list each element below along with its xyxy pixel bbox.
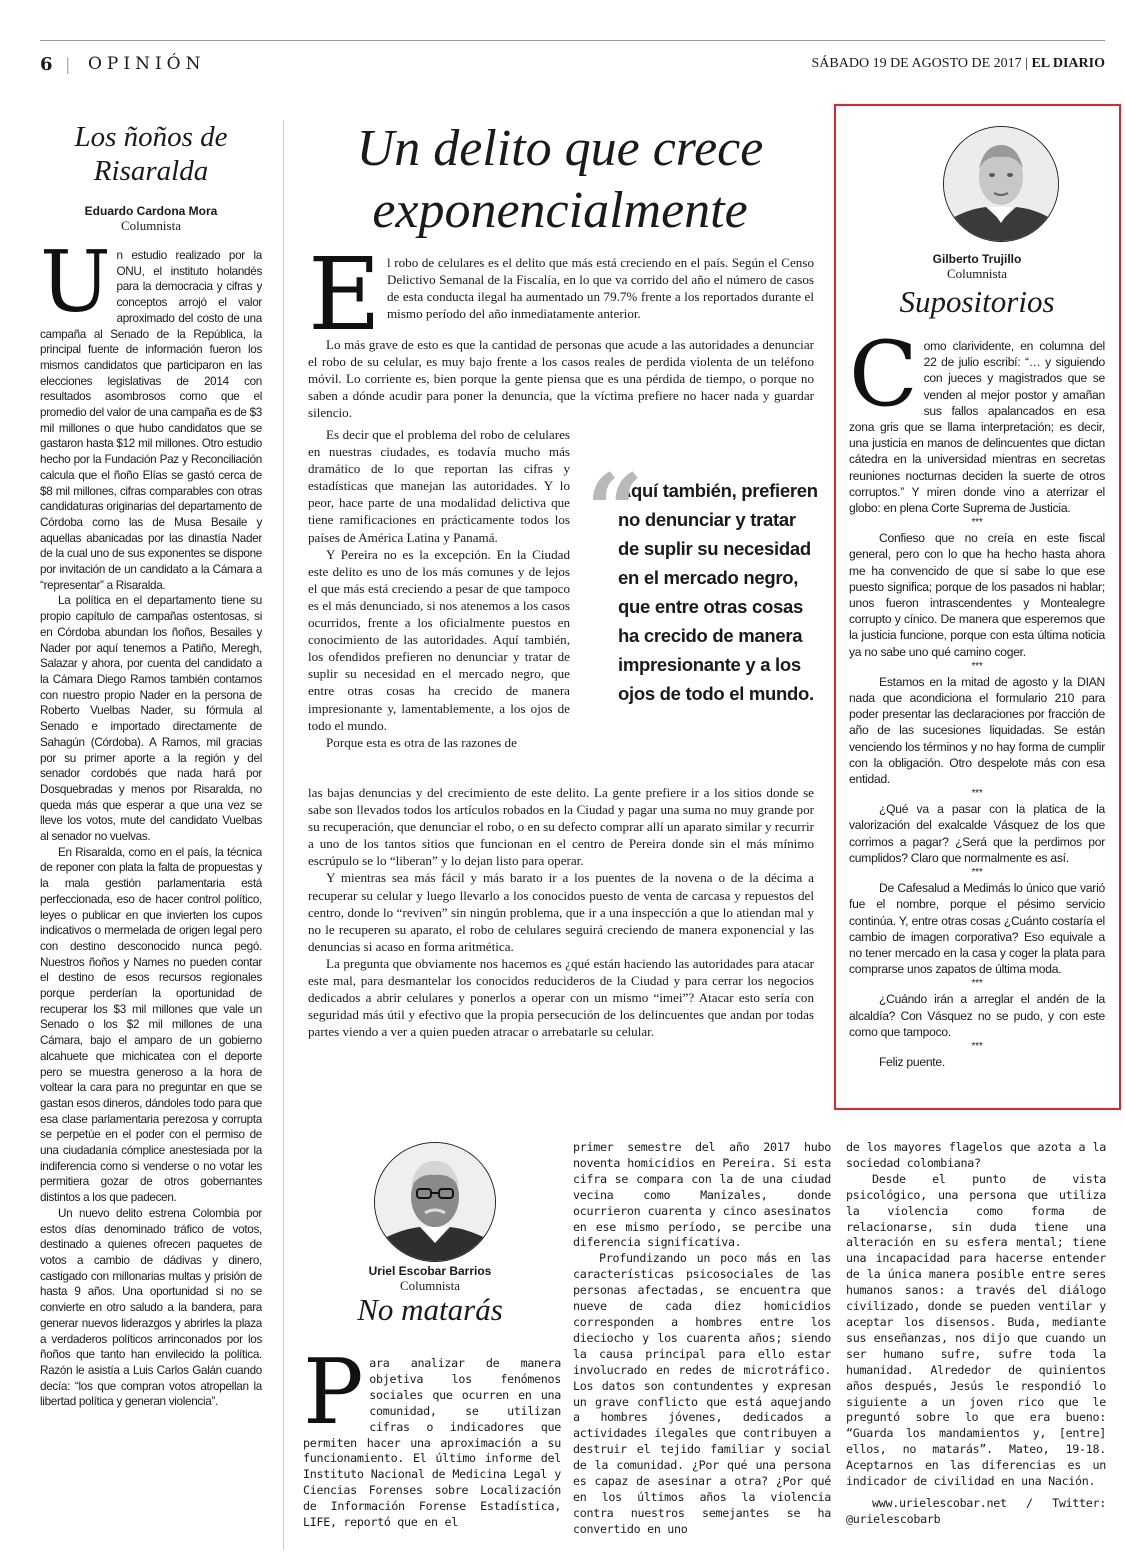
left-paragraph: Un nuevo delito estrena Colombia por estos días denominado tráfico de votos, destinado a quienes ofrecen paquetes de votos a cambio de dádivas y dinero, castigado con millonarias multas y prisión de hasta 9 años. Una oportunidad si no se convierte en otro saludo a la bandera, para generar nuevos liderazgos y abrirles la plaza a verdaderos políticos arrinconados por los ñoños que tanto han envilecido la política. Razón le asistía a Luis Carlos Galán cuando decía: “los que compran votos atropellan la libertad política y generan violencia”. xyxy=(40,1206,262,1409)
bottom-paragraph: ara analizar de manera objetiva los fenómenos sociales que ocurren en una comunidad, se utilizan cifras o indicadores que permiten hacer una aproximación a su funcionamiento. El último informe del Instituto Nacional de Medicina Legal y Ciencias Forenses sobre Localización de Información Forense Estadística, LIFE, reportó que en el xyxy=(303,1356,561,1530)
bottom-drop-cap: P xyxy=(303,1340,364,1445)
bottom-signature[interactable]: www.urielescobar.net / Twitter: @urielescobarb xyxy=(846,1495,1106,1526)
bottom-paragraph: primer semestre del año 2017 hubo noventa homicidios en Pereira. Si esta cifra se compara con la de una ciudad vecina como Manizales, donde ocurrieron cuarenta y cinco asesinatos en ese mismo período, se percibe una diferencia significativa. xyxy=(573,1140,831,1250)
editorial-lead xyxy=(308,236,814,421)
left-title-line-1: Los ñoños de xyxy=(74,121,228,153)
header-separator: | xyxy=(66,54,70,74)
editorial-title-line-2: exponencialmente xyxy=(372,182,748,239)
left-paragraph: La política en el departamento tiene su propio capítulo de campañas ostentosas, si en Córdoba abundan los ñoños, Besailes y Nader por aquí tenemos a Patiño, Meregh, Salazar y ahora, por cuenta del candidato a la Cámara Diego Ramos también contamos con nuestro propio Nader en la persona de Roberto Vuelbas Nader, su fórmula al Senado e importado directamente de Sahagún (Córdoba). A Ramos, mil gracias por su primer aporte a la región y del senador cordobés que nada hará por Dosquebradas y menos por Risaralda, no queda más que esperar a que una vez se lleve los votos, mute del candidato Vuelbas al senador no vuelvas. xyxy=(40,594,262,844)
editorial-paragraph: Es decir que el problema del robo de celulares en nuestras ciudades, es todavía mucho más dramático de lo que reportan las cifras y estadísticas que manejan las autoridades. Y lo peor, hace parte de una modalidad delictiva que tiene ramificaciones en prácticamente todos los países de América Latina y Panamá. xyxy=(308,427,570,545)
right-paragraph: Feliz puente. xyxy=(879,1054,945,1069)
quote-mark-icon: “ xyxy=(586,452,644,570)
editorial-title-line-1: Un delito que crece xyxy=(356,120,764,177)
editorial-narrow-text xyxy=(308,426,570,751)
editorial-drop-cap: E xyxy=(308,236,381,353)
portrait-icon xyxy=(375,1143,495,1261)
right-column-title: Supositorios xyxy=(899,284,1055,319)
right-paragraph: ¿Cuándo irán a arreglar el andén de la alcaldía? Con Vásquez no se pudo, y con este como que tampoco. xyxy=(849,992,1105,1039)
pull-quote-text: Aquí también, prefieren no denunciar y tratar de suplir su necesidad en el mercado negro, que entre otras cosas ha crecido de manera impresionante y a los ojos de todo el mundo. xyxy=(618,480,818,704)
paper-name: EL DIARIO xyxy=(1031,56,1105,71)
left-title-line-2: Risaralda xyxy=(93,155,209,187)
bottom-paragraph: Profundizando un poco más en las características psicosociales de las personas afectadas, se encuentra que nueve de cada diez homicidios corresponden a hombres entre los dieciocho y los cuarenta años; siendo la causa principal para ello estar involucrado en redes de microtráfico. Los datos son contundentes y expresan un grave conflicto que está aquejando a hombres jóvenes, dedicados a actividades ilegales que contribuyen a destruir el tejido familiar y social de la comunidad. ¿Por qué una persona es capaz de asesinar a otra? ¿Por qué en los últimos años la violencia contra nuestros semejantes se ha convertido en uno xyxy=(573,1251,831,1536)
right-paragraph: Estamos en la mitad de agosto y la DIAN nada que acondiciona el formulario 210 para poder presentar las declaraciones por fracción de año de las sucesiones liquidadas. Se están venciendo los términos y no hay forma de cumplir con la obligación. Otro despelote más con esa entidad. xyxy=(849,674,1105,787)
editorial-paragraph: Y mientras sea más fácil y más barato ir a los puentes de la novena o de la décima a recuperar su celular y luego llevarlo a los conocidos puesto de venta de carcasa y repuestos del centro, donde lo “reviven” sin ningún problema, que ir a una inspección a que lo atiendan mal y no le recuperen su aparato, el robo de celulares seguirá creciendo de manera exponencial y las denuncias si acaso en forma aritmética. xyxy=(308,870,814,954)
section-separator: *** xyxy=(971,1040,983,1052)
bottom-col-3 xyxy=(846,1140,1106,1528)
editorial-paragraph: Lo más grave de esto es que la cantidad de personas que acude a las autoridades a denunciar el robo de su celular, es muy bajo frente a los casos reales de perdida violenta de un teléfono móvil. Lo corriente es, bien porque la gente piensa que es una pérdida de tiempo, o porque no saben a dónde acudir para poner la denuncia, que la víctima prefiere no hacer nada y guardar silencio. xyxy=(308,337,814,421)
right-author-role: Columnista xyxy=(947,266,1007,281)
right-paragraph: ¿Qué va a pasar con la platica de la valorización del exalcalde Vásquez de los que corrimos a pagar? ¿Será que la perdimos por cumplidos? Claro que normalmente es así. xyxy=(849,802,1105,865)
portrait-icon xyxy=(944,127,1058,241)
left-column-title xyxy=(40,120,262,188)
page-number: 6 xyxy=(40,54,53,75)
left-author-role: Columnista xyxy=(121,218,181,233)
bottom-author: Uriel Escobar Barrios xyxy=(368,1264,492,1278)
column-divider xyxy=(283,120,284,1550)
left-column-body xyxy=(40,248,262,1556)
left-author: Eduardo Cardona Mora xyxy=(84,204,218,218)
section-name: OPINIÓN xyxy=(88,54,206,74)
section-separator: *** xyxy=(971,978,983,990)
bottom-col-1 xyxy=(303,1340,561,1531)
section-separator: *** xyxy=(971,867,983,879)
editorial-paragraph: La pregunta que obviamente nos hacemos es ¿qué están haciendo las autoridades para atacar este mal, para desmantelar los conocidos reducideros de la Ciudad y para cerrar los negocios dedicados a abrir celulares y ponerlos a operar con un mismo “imei”? Atacar esto sería con seguridad más útil y efectivo que la propia persecución de los delincuentes que andan por todas partes viendo a ver a quien pueden atracar o arrebatarle su celular. xyxy=(308,955,814,1040)
editorial-paragraph: Porque esta es otra de las razones de xyxy=(326,734,517,750)
header-rule xyxy=(40,40,1105,41)
left-paragraph: n estudio realizado por la ONU, el instituto holandés para la democracia y cifras y conceptos arrojó el valor aproximado del costo de una campaña al Senado de la República, la principal fuente de información fueron los mismos candidatos que participaron en las elecciones legislativas de 2014 con resultados asombrosos como que el promedio del valor de una campaña es de $3 mil millones o que hubo candidatos que se gastaron hasta $12 mil millones. Otro estudio hecho por la Fundación Paz y Reconciliación calcula que el ñoño Elías se gastó cerca de $8 mil millones, cifras comparables con otras candidaturas originarias del departamento de Córdoba como las de Musa Besaile y aquellas abanicadas por las dinastía Nader de la cual uno de sus exponentes se dispone por invitación de un candidato a la Cámara a “representar” a Risaralda. xyxy=(40,249,262,592)
editorial-lead-paragraph: l robo de celulares es el delito que más está creciendo en el país. Según el Censo Delictivo Semanal de la Fiscalía, en lo que va corrido del año el número de casos de esta conducta ilegal ha aumentado un 79.7% frente a los reportados durante el mismo período del año inmediatamente anterior. xyxy=(387,255,814,322)
bottom-col-2 xyxy=(573,1140,831,1538)
section-separator: *** xyxy=(971,660,983,672)
right-paragraph: De Cafesalud a Medimás lo único que varió fue el nombre, porque el pésimo servicio continúa. Y, entre otras cosas ¿Cuánto costaría el cambio de imagen corporativa? Eso equivale a no tener mercado en la casa y coger la plata para comprarse unos zapatos de última moda. xyxy=(849,881,1105,977)
gilberto-trujillo-photo xyxy=(943,126,1059,242)
header-dateline xyxy=(812,56,1106,72)
editorial-wide-text xyxy=(308,784,814,1040)
editorial-paragraph: Y Pereira no es la excepción. En la Ciudad este delito es uno de los más comunes y de lejos el que más está creciendo a pesar de que tampoco es el más denunciado, si nos atenemos a los casos ocurridos, frente a los oficialmente puestos en conocimiento de las autoridades. Aquí también, los ofendidos prefieren no denunciar y tratar de suplir su necesidad en el mercado negro, que entre otras cosas ha crecido de manera impresionante y, lamentablemente, a los ojos de todo el mundo. xyxy=(308,546,570,733)
page-header xyxy=(40,54,1105,76)
dateline-separator: | xyxy=(1025,56,1028,71)
editorial-title xyxy=(300,118,820,242)
bottom-author-role: Columnista xyxy=(400,1278,460,1293)
bottom-article-title: No matarás xyxy=(357,1292,503,1327)
right-paragraph: Confieso que no creía en este fiscal general, pero con lo que ha hecho hasta ahora me ha convencido de que sí sabe lo que ese puesto significa; porque de los pasados ni hablar; unos fueron intrascendentes y Montealegre corrupto y cínico. De manera que esperemos que la justicia funcione, porque con esta última noticia ya no sabe uno qué camino coger. xyxy=(849,531,1105,659)
issue-date: SÁBADO 19 DE AGOSTO DE 2017 xyxy=(811,56,1022,71)
right-column-body xyxy=(849,322,1105,1070)
bottom-paragraph: Desde el punto de vista psicológico, una persona que utiliza la violencia como forma de relacionarse, sin duda tiene una alteración en su esfera mental; tiene una incapacidad para hacerse entender de la única manera posible entre seres humanos sanos: a través del diálogo civilizado, donde se pueden ventilar y aceptar los disensos. Buda, mediante sus enseñanzas, nos dijo que cuando un ser humano sufre, sufre toda la humanidad. Alrededor de quinientos años después, Jesús le respondió lo siguiente a un joven rico que le preguntó sobre lo que era bueno: “Guarda los mandamientos y, [entre] ellos, no matarás”. Mateo, 19-18. Aceptarnos en las diferencias es un indicador de civilidad en una Nación. xyxy=(846,1171,1106,1489)
pull-quote xyxy=(586,452,818,708)
left-drop-cap: U xyxy=(40,248,111,331)
left-paragraph: En Risaralda, como en el país, la técnica de reponer con plata la falta de propuestas y la mala gestión parlamentaria está perfeccionada, eso de hacer control político, leyes o publicar en que invierten los cupos indicativos o mermelada de origen legal pero con destino desconocido nunca pegó. Nuestros ñoños y Names no pueden contar el destino de esos recursos regionales porque perderían la oportunidad de recuperar los $3 mil millones que vale un Senado o los $2 mil millones de una Cámara, bajo el amparo de un gobierno alcahuete que michicatea con el deporte pero se muestra generoso a la hora de voltear la cara para no preguntar en que se gastan esos dineros, dándoles todo para que esa clase parlamentaria perezosa y corrupta se perpetúe en el poder con el permiso de una ciudadanía cómplice anestesiada por la indiferencia como si venderse o no votar les permitiera gozar de otros gobernantes distintos a los que padecen. xyxy=(40,845,262,1205)
section-separator: *** xyxy=(971,788,983,800)
section-separator: *** xyxy=(971,517,983,529)
right-drop-cap: C xyxy=(849,322,918,427)
right-author: Gilberto Trujillo xyxy=(932,252,1022,266)
uriel-escobar-photo xyxy=(374,1142,496,1262)
right-paragraph: omo clarividente, en columna del 22 de julio escribí: “… y siguiendo con jueces y magistrados que se venden al mejor postor y amañan sus fallos apalancados en esa zona gris que se llama interpretación; es decir, una justicia en manos de delincuentes que dictan cátedra en la universidad mientras en secretas reuniones nocturnas deciden la suerte de otros corruptos.” Y miren donde vino a aterrizar el globo: en plena Corte Suprema de Justicia. xyxy=(849,339,1105,516)
bottom-paragraph: de los mayores flagelos que azota a la sociedad colombiana? xyxy=(846,1140,1106,1170)
right-column-box xyxy=(834,104,1121,1110)
editorial-paragraph: las bajas denuncias y del crecimiento de este delito. La gente prefiere ir a los sitios donde se sabe son llevados todos los artículos robados en la Ciudad y pagar una suma no muy grande por su recuperación, que denunciar el robo, o en su defecto comprar allí un aparato similar y recurrir a uno de los tantos sitios que funcionan en el centro de Pereira donde sin el más mínimo escrúpulo se lo “liberan” y lo dejan listo para operar. xyxy=(308,785,814,869)
